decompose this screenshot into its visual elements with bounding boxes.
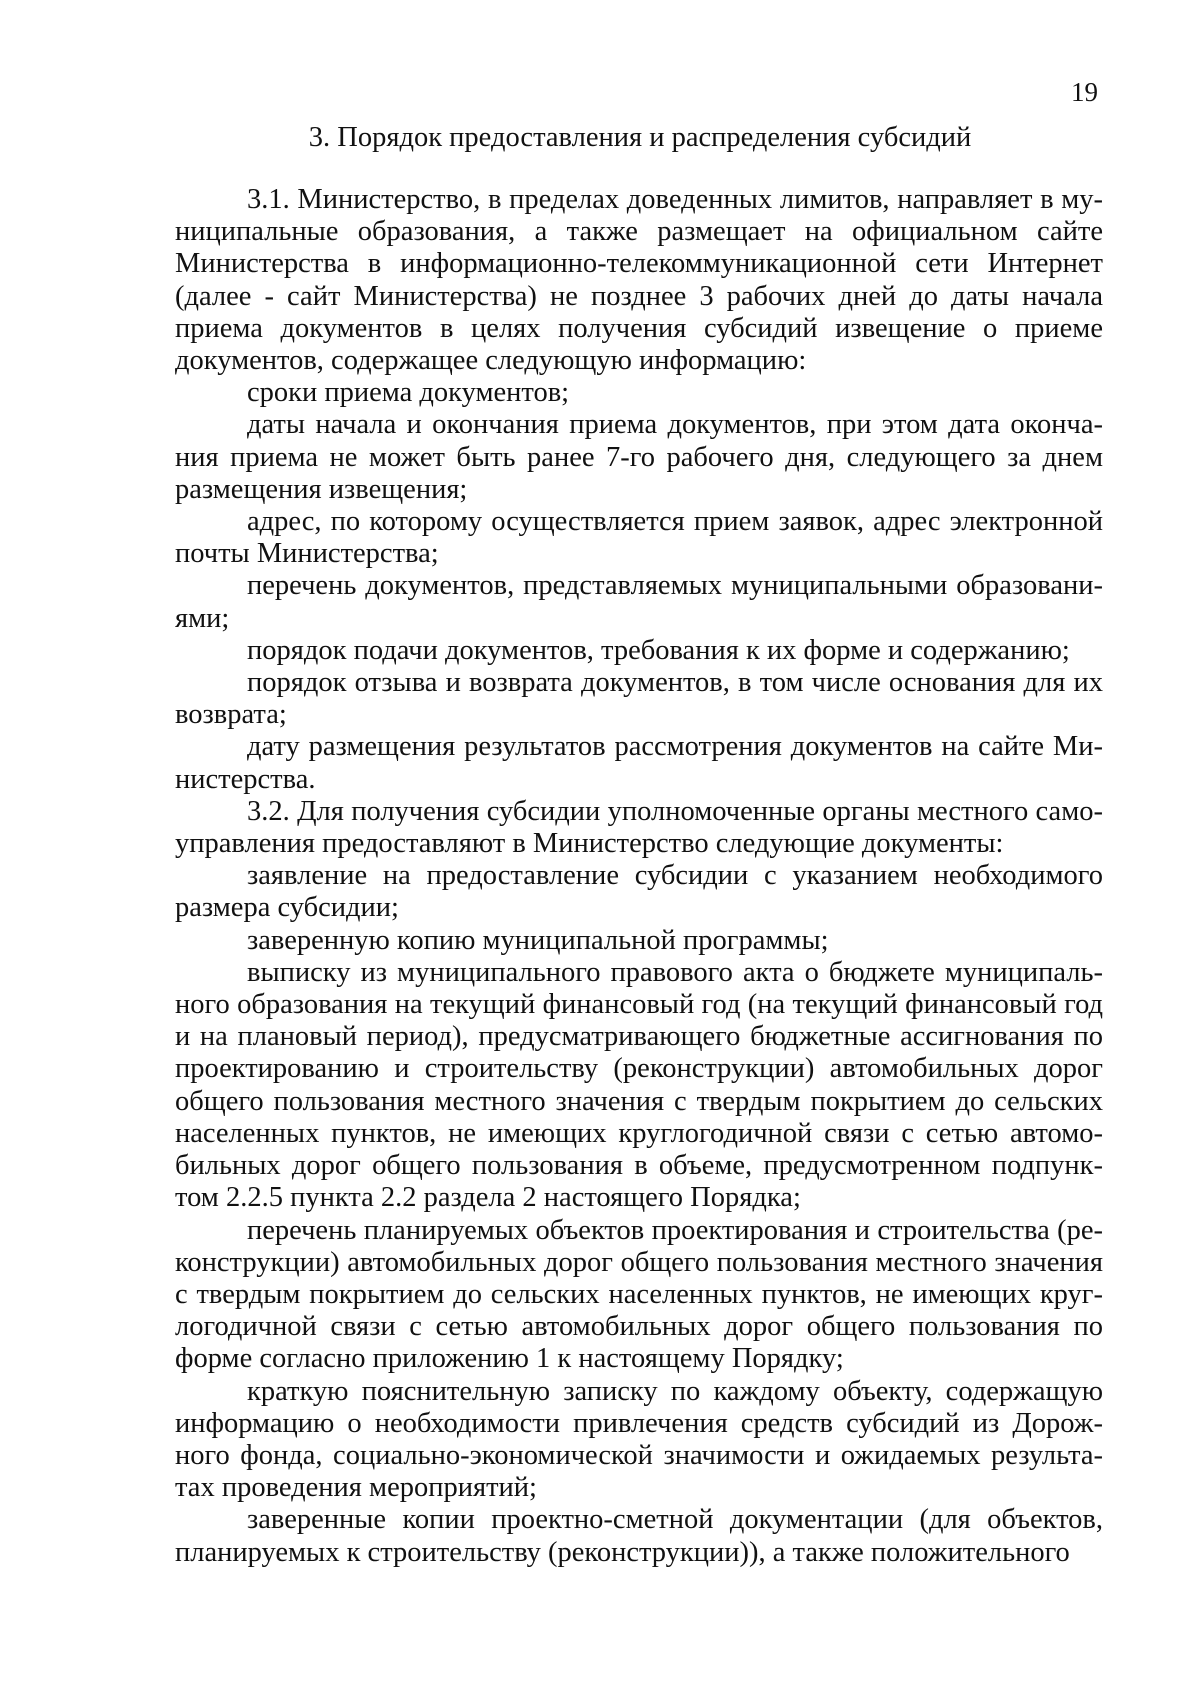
paragraph: заверенные копии проектно-сметной документации (для объектов, планируемых к строительству (реконструкции)), а также положительного [175, 1504, 1103, 1568]
paragraph: сроки приема документов; [247, 377, 570, 409]
paragraph: даты начала и окончания приема документов, при этом дата окончания приема не может быть ранее 7-го рабочего дня, следующего за днем размещения извещения; [175, 409, 1103, 505]
paragraph: выписку из муниципального правового акта о бюджете муниципального образования на текущий финансовый год (на текущий финансовый год и на плановый период), предусматривающего бюджетные ассигнования по проектированию и строительству (реконструкции) автомобильных дорог общего пользования местного значения с твердым покрытием до сельских населенных пунктов, не имеющих круглогодичной связи с сетью автомобильных дорог общего пользования в объеме, предусмотренном подпунктом 2.2.5 пункта 2.2 раздела 2 настоящего Порядка; [175, 956, 1103, 1214]
document-body [175, 184, 1103, 1569]
page-number: 19 [1071, 77, 1098, 107]
paragraph: заявление на предоставление субсидии с указанием необходимого размера субсидии; [175, 860, 1103, 924]
paragraph: перечень документов, представляемых муниципальными образованиями; [175, 570, 1103, 634]
paragraph: порядок подачи документов, требования к их форме и содержанию; [247, 634, 1070, 666]
paragraph: порядок отзыва и возврата документов, в том числе основания для их возврата; [175, 667, 1103, 731]
paragraph: дату размещения результатов рассмотрения документов на сайте Министерства. [175, 731, 1103, 795]
section-heading: 3. Порядок предоставления и распределения субсидий [308, 122, 972, 153]
paragraph: краткую пояснительную записку по каждому объекту, содержащую информацию о необходимости привлечения средств субсидий из Дорожного фонда, социально-экономической значимости и ожидаемых результатах проведения мероприятий; [175, 1375, 1103, 1504]
paragraph: перечень планируемых объектов проектирования и строительства (реконструкции) автомобильных дорог общего пользования местного значения с твердым покрытием до сельских населенных пунктов, не имеющих круглогодичной связи с сетью автомобильных дорог общего пользования по форме согласно приложению 1 к настоящему Порядку; [175, 1214, 1103, 1375]
paragraph: 3.1. Министерство, в пределах доведенных лимитов, направляет в муниципальные образования, а также размещает на официальном сайте Министерства в информационно-телекоммуникационной сети Интернет (далее - сайт Министерства) не позднее 3 рабочих дней до даты начала приема документов в целях получения субсидий извещение о приеме документов, содержащее следующую информацию: [175, 184, 1103, 377]
paragraph: адрес, по которому осуществляется прием заявок, адрес электронной почты Министерства; [175, 506, 1103, 570]
paragraph: заверенную копию муниципальной программы; [247, 924, 829, 956]
paragraph: 3.2. Для получения субсидии уполномоченные органы местного самоуправления предоставляют в Министерство следующие документы: [175, 795, 1103, 860]
